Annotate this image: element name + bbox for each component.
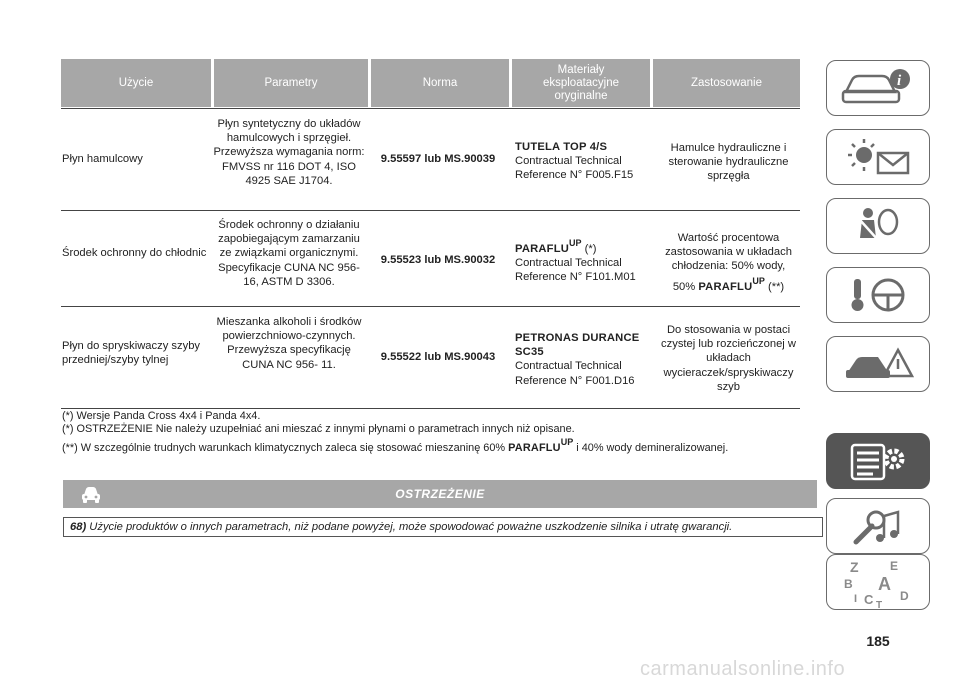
row2-usage: Środek ochronny do chłodnic: [62, 247, 207, 259]
footnote-1: (*) Wersje Panda Cross 4x4 i Panda 4x4.: [62, 410, 261, 422]
row2-application-product: PARAFLU: [698, 280, 753, 293]
warning-title: OSTRZEŻENIE: [395, 487, 485, 501]
footnote-3-post: i 40% wody demineralizowanej.: [576, 442, 729, 454]
warning-banner: [63, 480, 817, 508]
header-materials: Materiały eksploatacyjne oryginalne: [512, 59, 650, 107]
table-header: [61, 59, 800, 107]
svg-text:D: D: [900, 589, 909, 603]
svg-text:I: I: [854, 593, 858, 605]
footnote-3-product: PARAFLU: [508, 442, 561, 454]
svg-text:i: i: [897, 73, 902, 89]
list-gear-icon: [838, 439, 918, 483]
row2-application-tail: 50%: [672, 280, 696, 293]
footnote-2: (*) OSTRZEŻENIE Nie należy uzupełniać ani mieszać z innymi płynami o parametrach innych niż opisane.: [62, 423, 575, 435]
row1-application: Hamulce hydrauliczne i sterowanie hydrauliczne sprzęgła: [668, 142, 789, 183]
table-bottom-rule: [61, 408, 800, 409]
airbag-seatbelt-icon: [838, 204, 918, 248]
row2-product-note: (*): [584, 243, 597, 255]
footnote-3-pre: (**) W szczególnie trudnych warunkach klimatycznych zaleca się stosować mieszaninę 60%: [62, 442, 506, 454]
row3-product: [515, 331, 655, 388]
tab-emergency[interactable]: [826, 336, 930, 392]
row2-application-sup: UP: [752, 275, 765, 286]
footnote-3-sup: UP: [560, 437, 574, 447]
row2-product-ref: Contractual Technical Reference N° F101.M01: [515, 257, 636, 284]
header-parameters: Parametry: [214, 59, 368, 107]
row2-parameters: Środek ochronny o działaniu zapobiegającym zamarzaniu ze związkami organicznymi. Specyfikacje CUNA NC 956-16, ASTM D 3306.: [218, 219, 360, 288]
svg-text:E: E: [890, 559, 899, 573]
tab-safety[interactable]: [826, 198, 930, 254]
warning-box: [63, 517, 823, 537]
car-warning-icon: [80, 484, 102, 504]
watermark: carmanualsonline.info: [640, 658, 846, 680]
steering-wheel-key-icon: [838, 273, 918, 317]
header-usage: Użycie: [61, 59, 211, 107]
crash-warning-icon: [838, 342, 918, 386]
row-rule: [61, 210, 800, 211]
row2-application: [657, 231, 800, 296]
row3-usage: Płyn do spryskiwaczy szyby przedniej/szyby tylnej: [62, 340, 201, 367]
svg-text:B: B: [844, 577, 853, 591]
row2-application-text: Wartość procentowa zastosowania w układach chłodzenia: 50% wody,: [665, 232, 792, 273]
row1-parameters: Płyn syntetyczny do układów hamulcowych i sprzęgieł. Przewyższa wymagania norm: FMVSS nr 116 DOT 4, ISO 4925 SAE J1704.: [213, 118, 365, 187]
tab-start-drive[interactable]: [826, 267, 930, 323]
row-rule: [61, 306, 800, 307]
wrench-music-icon: [838, 504, 918, 548]
row2-application-note: (**): [767, 280, 785, 293]
svg-text:Z: Z: [850, 559, 859, 575]
row3-application: Do stosowania w postaci czystej lub rozcieńczonej w układach wycieraczek/spryskiwaczy szyb: [661, 324, 796, 393]
svg-text:T: T: [876, 600, 883, 608]
tab-index[interactable]: [826, 554, 930, 610]
row2-product-sup: UP: [569, 238, 582, 248]
row1-product-ref: Contractual Technical Reference N° F005.F15: [515, 155, 634, 182]
row1-usage: Płyn hamulcowy: [62, 153, 143, 165]
row2-product: [515, 236, 655, 285]
tab-lights-messages[interactable]: [826, 129, 930, 185]
tab-car-info[interactable]: [826, 60, 930, 116]
header-application: Zastosowanie: [653, 59, 800, 107]
car-info-icon: [838, 66, 918, 110]
header-norm: Norma: [371, 59, 509, 107]
row3-norm: 9.55522 lub MS.90043: [380, 351, 496, 363]
row1-product: [515, 140, 655, 183]
header-rule: [61, 108, 800, 109]
tab-maintenance-specs[interactable]: [826, 433, 930, 489]
lights-message-icon: [838, 135, 918, 179]
row3-product-ref: Contractual Technical Reference N° F001.D16: [515, 360, 635, 387]
svg-text:C: C: [864, 592, 874, 607]
tab-multimedia[interactable]: [826, 498, 930, 554]
row1-product-name: TUTELA TOP 4/S: [515, 141, 608, 153]
svg-text:A: A: [878, 574, 891, 594]
warning-text: Użycie produktów o innych parametrach, niż podane powyżej, może spowodować poważne uszkodzenie silnika i utratę gwarancji.: [89, 521, 733, 533]
footnote-3: [62, 436, 728, 455]
warning-number: 68): [70, 521, 87, 533]
row2-norm: 9.55523 lub MS.90032: [380, 254, 496, 266]
page-number: 185: [866, 633, 890, 649]
row1-norm: 9.55597 lub MS.90039: [380, 153, 496, 165]
alphabet-index-icon: [838, 556, 918, 608]
row3-product-name: PETRONAS DURANCE SC35: [515, 332, 640, 359]
row3-parameters: Mieszanka alkoholi i środków powierzchniowo-czynnych. Przewyższa specyfikację CUNA NC 956- 11.: [216, 316, 362, 371]
row2-product-name: PARAFLU: [515, 243, 570, 255]
